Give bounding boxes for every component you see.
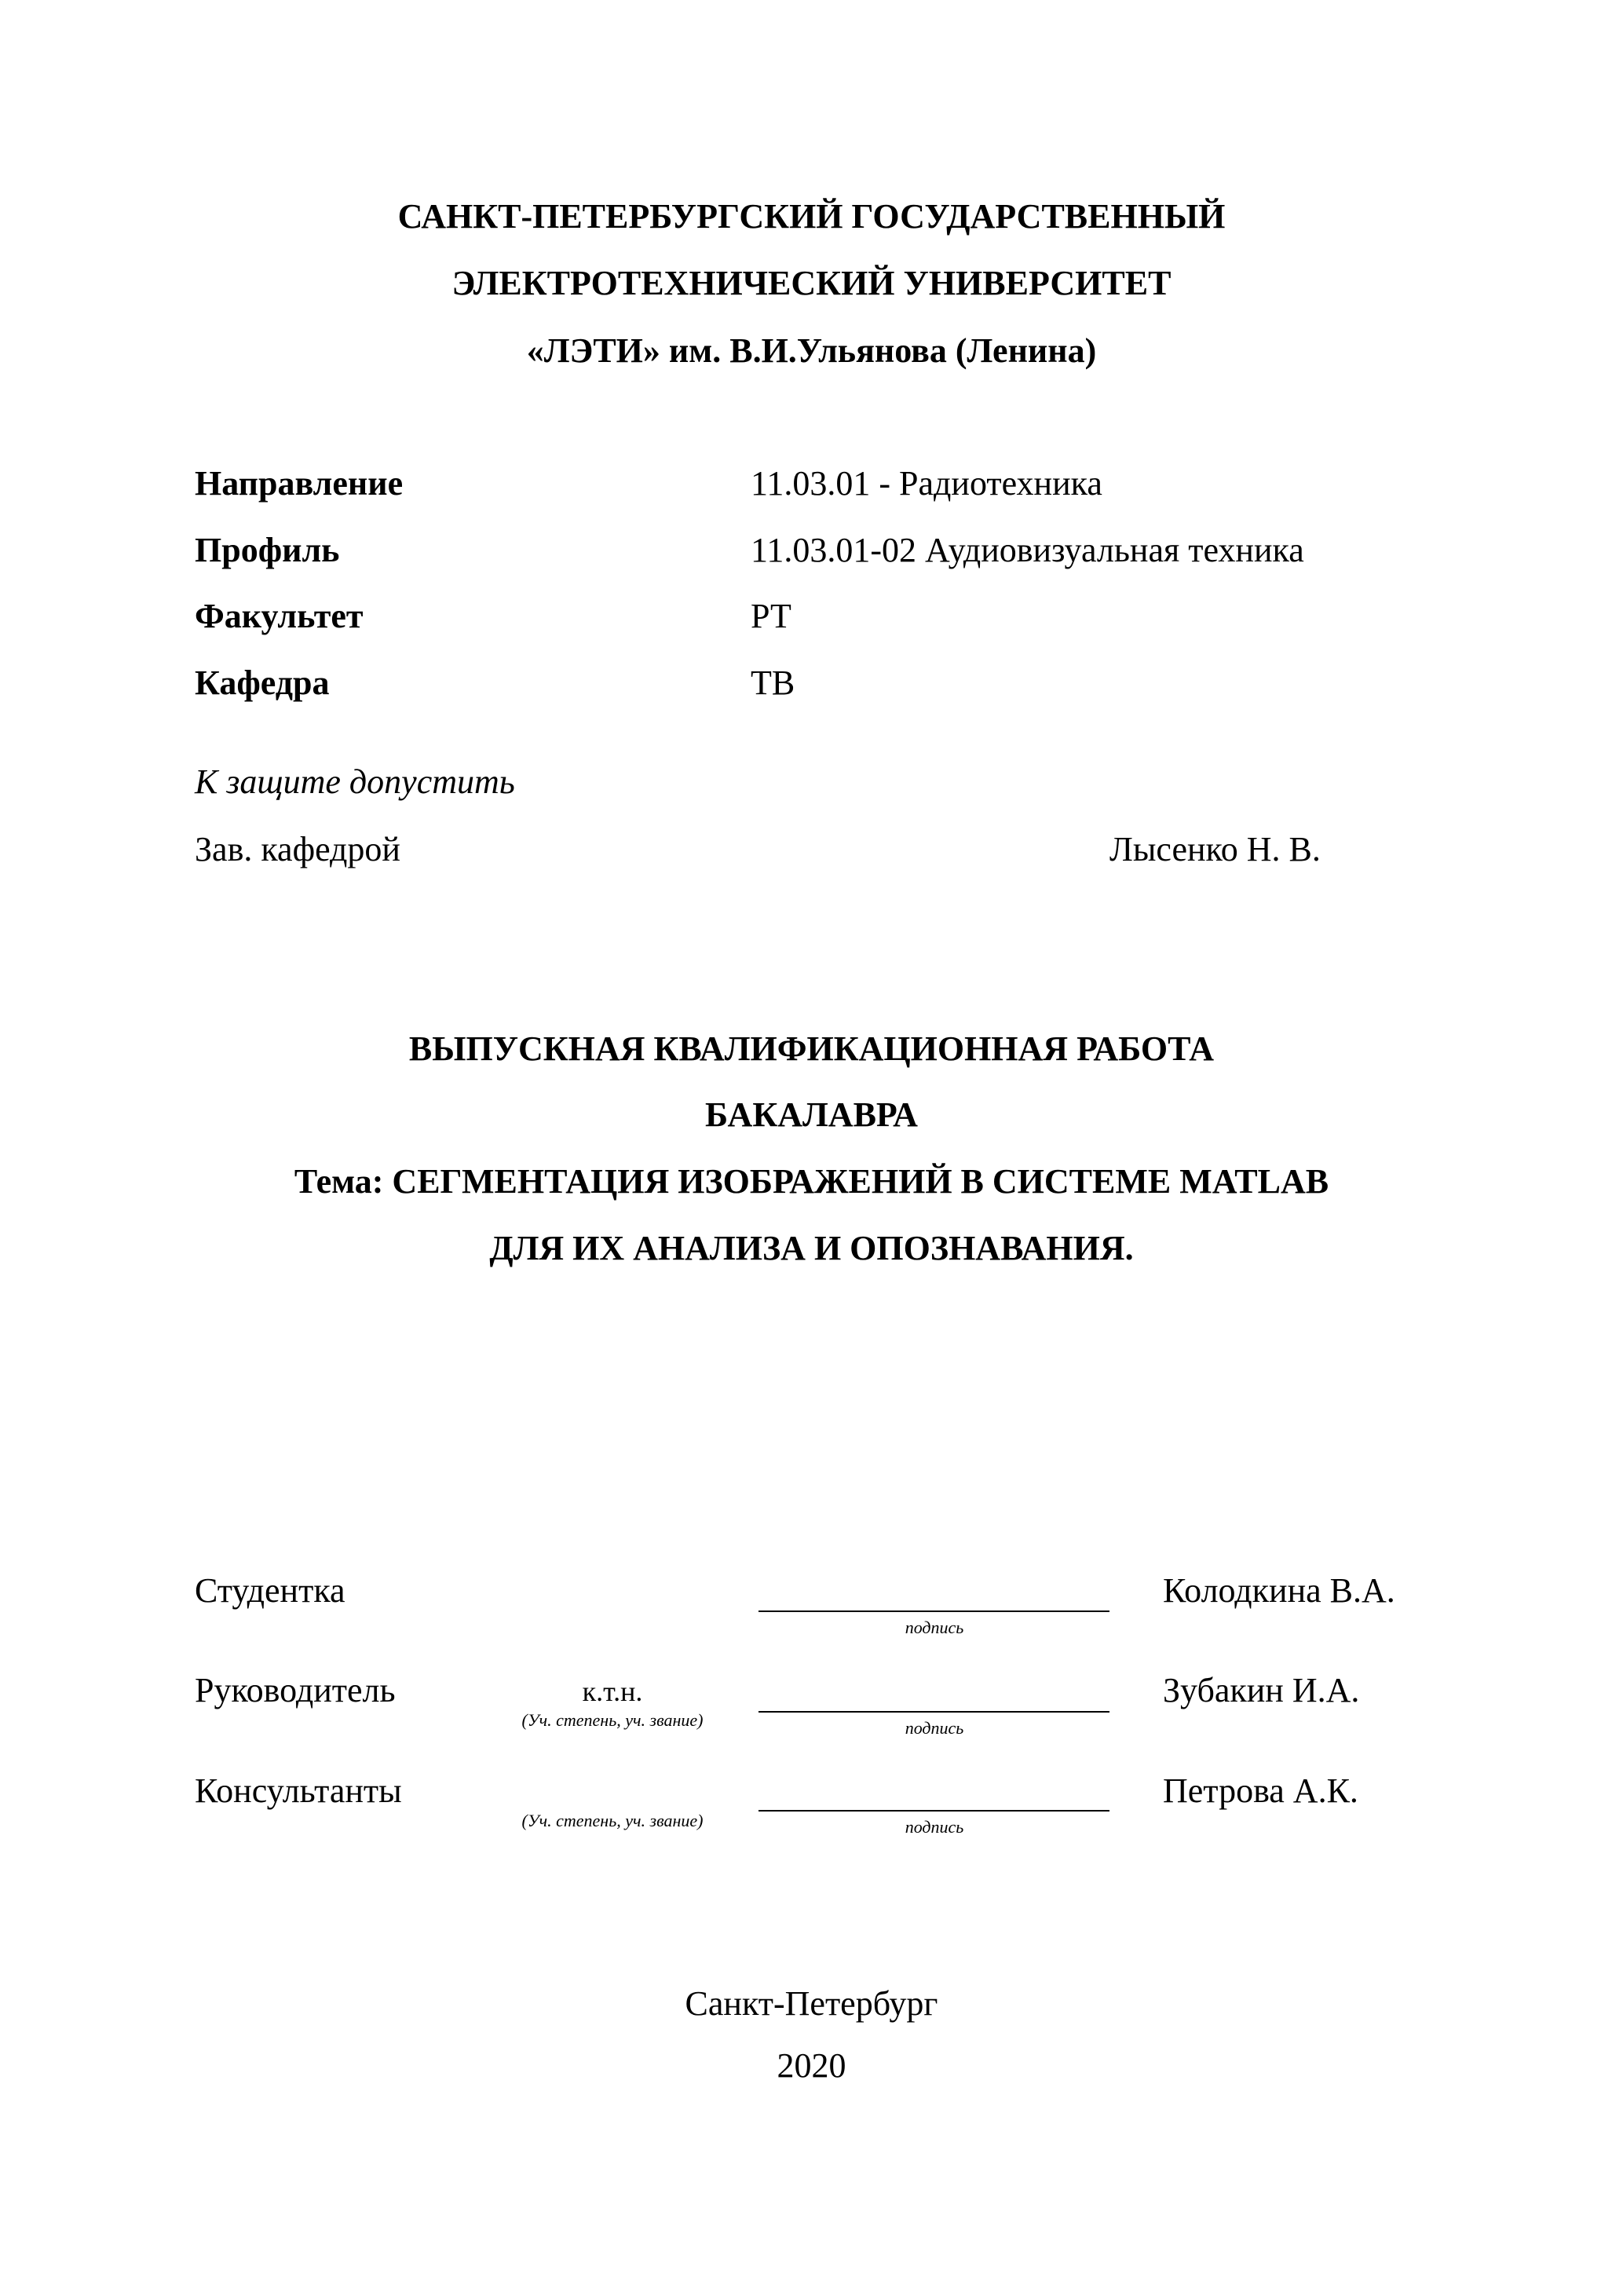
signature-role-consultants: Консультанты xyxy=(195,1771,402,1810)
university-name-line1: САНКТ-ПЕТЕРБУРГСКИЙ ГОСУДАРСТВЕННЫЙ xyxy=(397,197,1226,236)
field-value-direction: 11.03.01 - Радиотехника xyxy=(751,464,1102,503)
supervisor-degree: к.т.н. xyxy=(582,1676,643,1707)
work-topic-line2: ДЛЯ ИХ АНАЛИЗА И ОПОЗНАВАНИЯ. xyxy=(489,1229,1134,1267)
work-topic-line1: Тема: СЕГМЕНТАЦИЯ ИЗОБРАЖЕНИЙ В СИСТЕМЕ MATLAB xyxy=(294,1162,1329,1201)
signature-hint-consultants: подпись xyxy=(905,1817,964,1837)
consultant-degree-hint: (Уч. степень, уч. звание) xyxy=(521,1811,704,1830)
signature-hint-supervisor: подпись xyxy=(905,1718,964,1738)
signature-name-student: Колодкина В.А. xyxy=(1163,1571,1395,1610)
work-title-line1: ВЫПУСКНАЯ КВАЛИФИКАЦИОННАЯ РАБОТА xyxy=(408,1029,1215,1068)
field-value-faculty: РТ xyxy=(751,597,791,635)
work-title-line2: БАКАЛАВРА xyxy=(705,1095,918,1134)
footer-city: Санкт-Петербург xyxy=(685,1984,938,2023)
approval-name: Лысенко Н. В. xyxy=(1109,830,1321,868)
field-value-department: ТВ xyxy=(751,664,795,702)
university-name-line3: «ЛЭТИ» им. В.И.Ульянова (Ленина) xyxy=(526,331,1097,370)
signature-name-consultants: Петрова А.К. xyxy=(1163,1771,1358,1810)
signature-role-supervisor: Руководитель xyxy=(195,1671,396,1709)
university-name-line2: ЭЛЕКТРОТЕХНИЧЕСКИЙ УНИВЕРСИТЕТ xyxy=(451,264,1172,302)
approval-note: К защите допустить xyxy=(195,762,515,801)
signature-line-consultants xyxy=(758,1810,1109,1812)
footer-year: 2020 xyxy=(777,2046,846,2085)
supervisor-degree-hint: (Уч. степень, уч. звание) xyxy=(521,1710,704,1730)
field-label-department: Кафедра xyxy=(195,664,330,702)
field-label-direction: Направление xyxy=(195,464,404,503)
signature-line-student xyxy=(758,1610,1109,1612)
field-label-faculty: Факультет xyxy=(195,597,364,635)
signature-role-student: Студентка xyxy=(195,1571,345,1610)
field-label-profile: Профиль xyxy=(195,531,340,569)
signature-line-supervisor xyxy=(758,1711,1109,1713)
field-value-profile: 11.03.01-02 Аудиовизуальная техника xyxy=(751,531,1304,569)
approval-role: Зав. кафедрой xyxy=(195,830,400,868)
signature-name-supervisor: Зубакин И.А. xyxy=(1163,1671,1360,1709)
signature-hint-student: подпись xyxy=(905,1618,964,1637)
